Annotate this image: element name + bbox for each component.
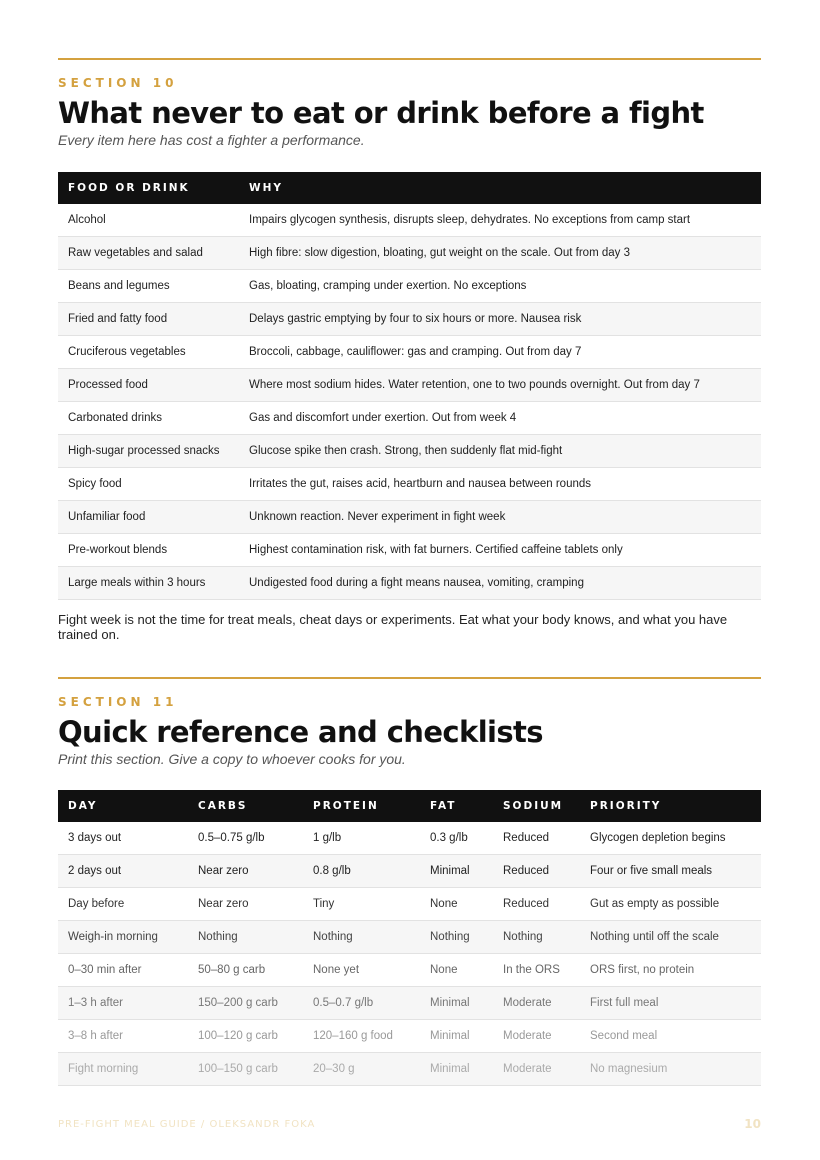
table-row <box>58 402 761 435</box>
table-row <box>58 303 761 336</box>
food-cell: Cruciferous vegetables <box>58 336 239 369</box>
food-cell: Carbonated drinks <box>58 402 239 435</box>
why-cell: Unknown reaction. Never experiment in fight week <box>239 501 761 534</box>
why-cell: Irritates the gut, raises acid, heartburn and nausea between rounds <box>239 468 761 501</box>
section-eyebrow: SECTION 10 <box>58 76 178 90</box>
fat-cell: None <box>420 888 493 921</box>
food-cell: Spicy food <box>58 468 239 501</box>
protein-cell: 0.5–0.7 g/lb <box>303 987 420 1020</box>
fight-week-note: Fight week is not the time for treat meals, cheat days or experiments. Eat what your body knows, and what you have trained on. <box>58 612 728 642</box>
priority-cell: ORS first, no protein <box>580 954 761 987</box>
header-protein: PROTEIN <box>303 790 420 822</box>
sodium-cell: Moderate <box>493 1053 580 1086</box>
priority-cell: Glycogen depletion begins <box>580 822 761 855</box>
carbs-cell: Near zero <box>188 888 303 921</box>
fat-cell: Nothing <box>420 921 493 954</box>
table-row <box>58 1053 761 1086</box>
table-row <box>58 435 761 468</box>
food-cell: Beans and legumes <box>58 270 239 303</box>
table-row <box>58 987 761 1020</box>
day-cell: Weigh-in morning <box>58 921 188 954</box>
priority-cell: Four or five small meals <box>580 855 761 888</box>
food-cell: Processed food <box>58 369 239 402</box>
why-cell: Broccoli, cabbage, cauliflower: gas and cramping. Out from day 7 <box>239 336 761 369</box>
sodium-cell: Moderate <box>493 987 580 1020</box>
why-cell: High fibre: slow digestion, bloating, gut weight on the scale. Out from day 3 <box>239 237 761 270</box>
day-cell: 3–8 h after <box>58 1020 188 1053</box>
footer-doc-title: PRE-FIGHT MEAL GUIDE / OLEKSANDR FOKA <box>58 1119 316 1130</box>
section-divider <box>58 677 761 679</box>
sodium-cell: Reduced <box>493 888 580 921</box>
why-cell: Where most sodium hides. Water retention, one to two pounds overnight. Out from day 7 <box>239 369 761 402</box>
protein-cell: Tiny <box>303 888 420 921</box>
food-cell: Unfamiliar food <box>58 501 239 534</box>
table-row <box>58 534 761 567</box>
why-cell: Delays gastric emptying by four to six hours or more. Nausea risk <box>239 303 761 336</box>
fat-cell: Minimal <box>420 855 493 888</box>
protein-cell: None yet <box>303 954 420 987</box>
protein-cell: 1 g/lb <box>303 822 420 855</box>
day-cell: 0–30 min after <box>58 954 188 987</box>
table-row <box>58 888 761 921</box>
carbs-cell: 50–80 g carb <box>188 954 303 987</box>
carbs-cell: 100–120 g carb <box>188 1020 303 1053</box>
carbs-cell: 150–200 g carb <box>188 987 303 1020</box>
priority-cell: No magnesium <box>580 1053 761 1086</box>
table-row <box>58 855 761 888</box>
table-header-row <box>58 172 761 204</box>
table-row <box>58 921 761 954</box>
header-day: DAY <box>58 790 188 822</box>
header-why: WHY <box>239 172 761 204</box>
why-cell: Glucose spike then crash. Strong, then suddenly flat mid-fight <box>239 435 761 468</box>
priority-cell: First full meal <box>580 987 761 1020</box>
avoid-foods-table <box>58 172 761 600</box>
food-cell: Raw vegetables and salad <box>58 237 239 270</box>
section-subtitle: Print this section. Give a copy to whoever cooks for you. <box>58 751 406 767</box>
day-cell: 3 days out <box>58 822 188 855</box>
sodium-cell: Moderate <box>493 1020 580 1053</box>
section-divider <box>58 58 761 60</box>
carbs-cell: Nothing <box>188 921 303 954</box>
food-cell: Fried and fatty food <box>58 303 239 336</box>
food-cell: Alcohol <box>58 204 239 237</box>
fat-cell: Minimal <box>420 987 493 1020</box>
day-cell: 1–3 h after <box>58 987 188 1020</box>
quick-reference-table <box>58 790 761 1086</box>
day-cell: Day before <box>58 888 188 921</box>
header-sodium: SODIUM <box>493 790 580 822</box>
sodium-cell: Reduced <box>493 855 580 888</box>
page-number: 10 <box>744 1117 761 1131</box>
protein-cell: Nothing <box>303 921 420 954</box>
table-row <box>58 237 761 270</box>
why-cell: Highest contamination risk, with fat burners. Certified caffeine tablets only <box>239 534 761 567</box>
table-row <box>58 567 761 600</box>
why-cell: Gas and discomfort under exertion. Out from week 4 <box>239 402 761 435</box>
table-row <box>58 954 761 987</box>
food-cell: High-sugar processed snacks <box>58 435 239 468</box>
table-row <box>58 204 761 237</box>
fat-cell: None <box>420 954 493 987</box>
fat-cell: 0.3 g/lb <box>420 822 493 855</box>
table-row <box>58 369 761 402</box>
table-row <box>58 336 761 369</box>
table-row <box>58 270 761 303</box>
carbs-cell: 100–150 g carb <box>188 1053 303 1086</box>
priority-cell: Nothing until off the scale <box>580 921 761 954</box>
why-cell: Gas, bloating, cramping under exertion. No exceptions <box>239 270 761 303</box>
sodium-cell: Reduced <box>493 822 580 855</box>
sodium-cell: In the ORS <box>493 954 580 987</box>
carbs-cell: Near zero <box>188 855 303 888</box>
protein-cell: 20–30 g <box>303 1053 420 1086</box>
section-eyebrow: SECTION 11 <box>58 695 178 709</box>
why-cell: Undigested food during a fight means nausea, vomiting, cramping <box>239 567 761 600</box>
carbs-cell: 0.5–0.75 g/lb <box>188 822 303 855</box>
food-cell: Large meals within 3 hours <box>58 567 239 600</box>
fat-cell: Minimal <box>420 1053 493 1086</box>
table-row <box>58 501 761 534</box>
protein-cell: 0.8 g/lb <box>303 855 420 888</box>
table-row <box>58 1020 761 1053</box>
header-priority: PRIORITY <box>580 790 761 822</box>
table-row <box>58 822 761 855</box>
section-subtitle: Every item here has cost a fighter a performance. <box>58 132 365 148</box>
day-cell: 2 days out <box>58 855 188 888</box>
priority-cell: Gut as empty as possible <box>580 888 761 921</box>
day-cell: Fight morning <box>58 1053 188 1086</box>
food-cell: Pre-workout blends <box>58 534 239 567</box>
priority-cell: Second meal <box>580 1020 761 1053</box>
protein-cell: 120–160 g food <box>303 1020 420 1053</box>
section-title: Quick reference and checklists <box>58 715 543 749</box>
header-food: FOOD OR DRINK <box>58 172 239 204</box>
section-title: What never to eat or drink before a fight <box>58 96 704 130</box>
header-fat: FAT <box>420 790 493 822</box>
header-carbs: CARBS <box>188 790 303 822</box>
why-cell: Impairs glycogen synthesis, disrupts sleep, dehydrates. No exceptions from camp start <box>239 204 761 237</box>
sodium-cell: Nothing <box>493 921 580 954</box>
fat-cell: Minimal <box>420 1020 493 1053</box>
table-row <box>58 468 761 501</box>
table-header-row <box>58 790 761 822</box>
